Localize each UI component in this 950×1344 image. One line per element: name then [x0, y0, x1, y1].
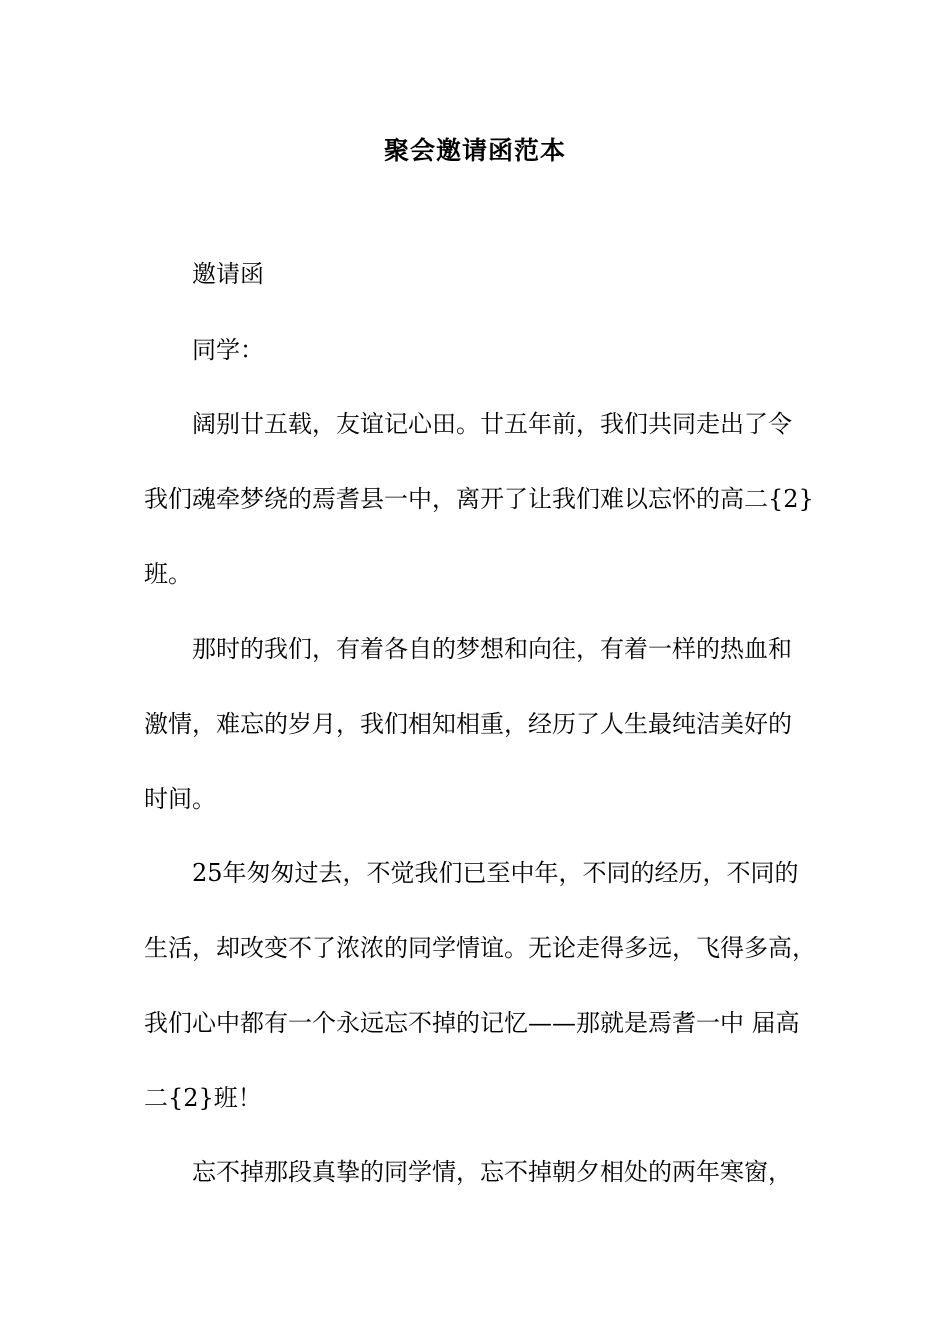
heading-invitation: 邀请函	[192, 260, 264, 288]
salutation: 同学：	[192, 336, 264, 364]
paragraph-2-line-1: 那时的我们，有着各自的梦想和向往，有着一样的热血和	[192, 635, 792, 663]
document-title: 聚会邀请函范本	[383, 136, 566, 165]
paragraph-3-line-3: 我们心中都有一个永远忘不掉的记忆——那就是焉耆一中 届高	[144, 1009, 800, 1037]
paragraph-1-line-3: 班。	[144, 560, 192, 588]
paragraph-3-line-2: 生活，却改变不了浓浓的同学情谊。无论走得多远，飞得多高，	[144, 934, 816, 962]
paragraph-2-line-3: 时间。	[144, 785, 216, 813]
paragraph-4-line-1: 忘不掉那段真挚的同学情，忘不掉朝夕相处的两年寒窗，	[192, 1158, 792, 1186]
paragraph-2-line-2: 激情，难忘的岁月，我们相知相重，经历了人生最纯洁美好的	[144, 710, 792, 738]
paragraph-1-line-2: 我们魂牵梦绕的焉耆县一中，离开了让我们难以忘怀的高二{2}	[144, 485, 814, 513]
paragraph-3-line-1: 25年匆匆过去，不觉我们已至中年，不同的经历，不同的	[192, 859, 799, 887]
paragraph-3-line-4: 二{2}班！	[144, 1084, 262, 1112]
paragraph-1-line-1: 阔别廿五载，友谊记心田。廿五年前，我们共同走出了令	[192, 410, 792, 438]
